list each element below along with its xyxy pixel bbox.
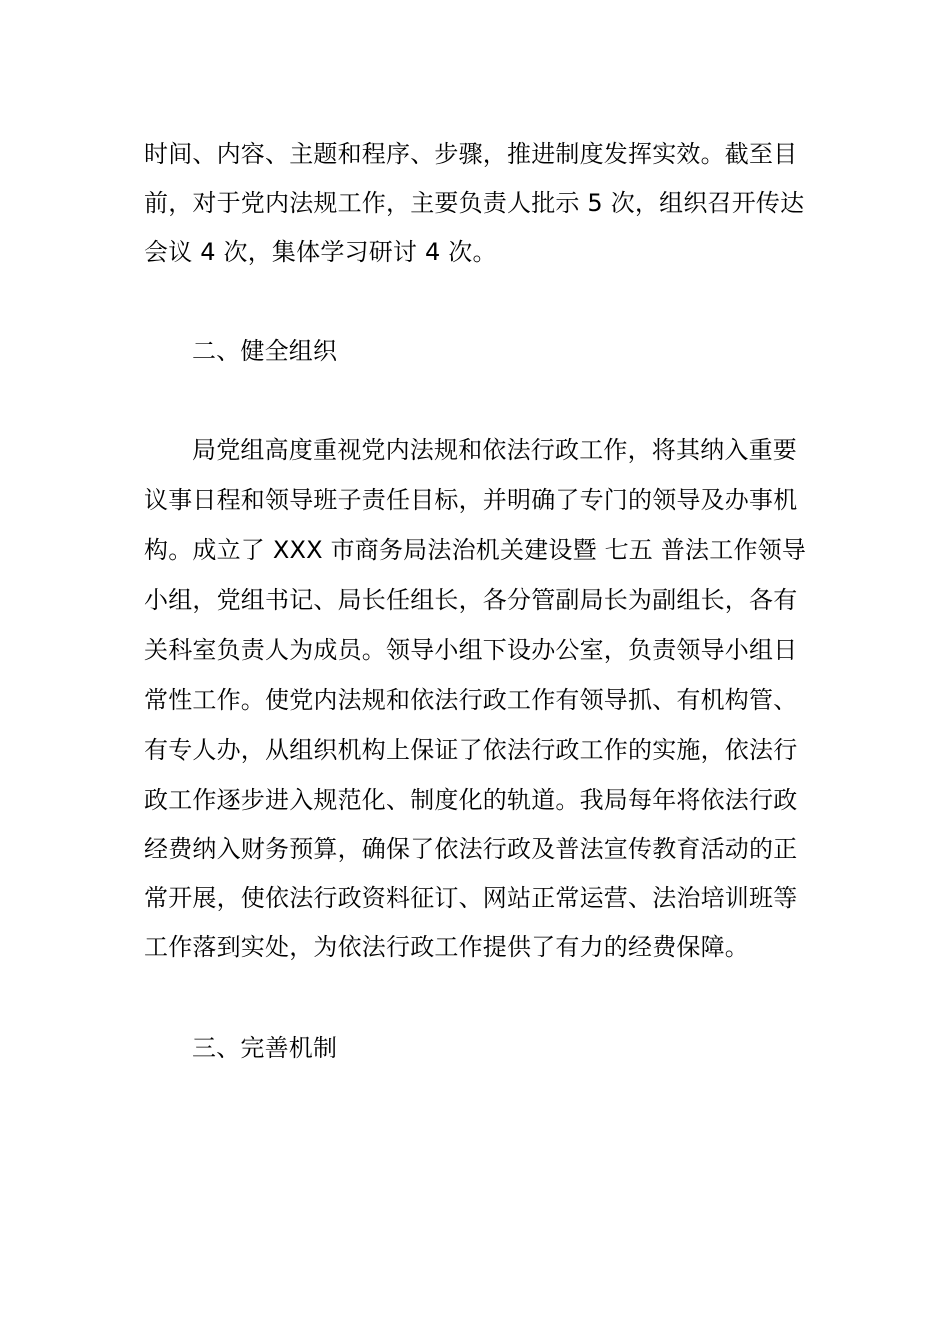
paragraph-1-line-2: 前，对于党内法规工作，主要负责人批示 5 次，组织召开传达 (144, 189, 805, 217)
section-heading-3: 三、完善机制 (192, 1034, 338, 1062)
paragraph-1-line-3: 会议 4 次，集体学习研讨 4 次。 (144, 238, 497, 266)
paragraph-2-line-2: 议事日程和领导班子责任目标，并明确了专门的领导及办事机 (144, 486, 798, 514)
paragraph-2-line-1: 局党组高度重视党内法规和依法行政工作，将其纳入重要 (192, 436, 797, 464)
paragraph-1-line-1: 时间、内容、主题和程序、步骤，推进制度发挥实效。截至目 (144, 140, 798, 168)
paragraph-2-line-9: 经费纳入财务预算，确保了依法行政及普法宣传教育活动的正 (144, 835, 798, 863)
paragraph-2-line-10: 常开展，使依法行政资料征订、网站正常运营、法治培训班等 (144, 884, 798, 912)
paragraph-2-line-7: 有专人办，从组织机构上保证了依法行政工作的实施，依法行 (144, 736, 798, 764)
paragraph-2-line-5: 关科室负责人为成员。领导小组下设办公室，负责领导小组日 (144, 636, 798, 664)
paragraph-2-line-6: 常性工作。使党内法规和依法行政工作有领导抓、有机构管、 (144, 686, 798, 714)
paragraph-2-line-11: 工作落到实处，为依法行政工作提供了有力的经费保障。 (144, 933, 749, 961)
section-heading-2: 二、健全组织 (192, 337, 338, 365)
paragraph-2-line-4: 小组，党组书记、局长任组长，各分管副局长为副组长，各有 (144, 586, 798, 614)
paragraph-2-line-3: 构。成立了 XXX 市商务局法治机关建设暨 七五 普法工作领导 (144, 536, 807, 564)
paragraph-2-line-8: 政工作逐步进入规范化、制度化的轨道。我局每年将依法行政 (144, 786, 798, 814)
